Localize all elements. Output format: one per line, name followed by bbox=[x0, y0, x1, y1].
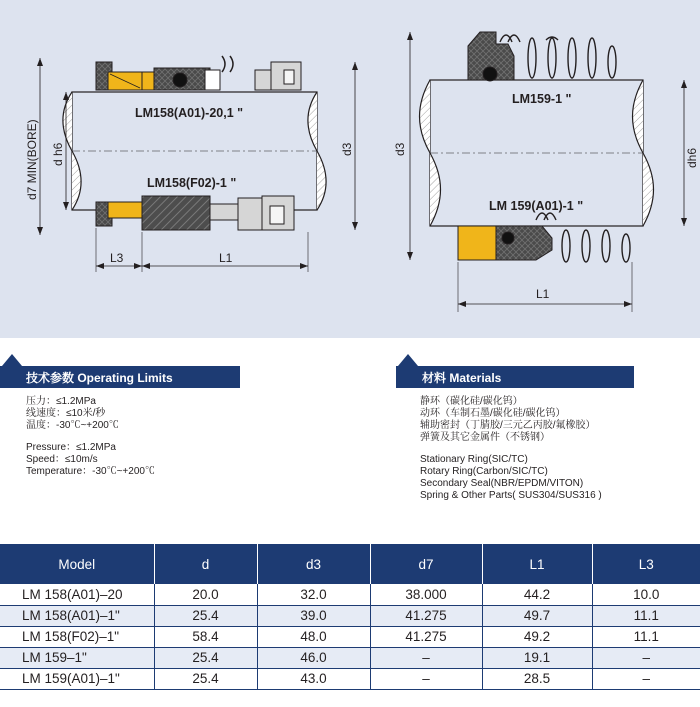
cell-l1: 49.7 bbox=[482, 605, 592, 626]
mat-en-spring: Spring & Other Parts( SUS304/SUS316 ) bbox=[420, 490, 602, 501]
cell-l3: – bbox=[592, 668, 700, 689]
col-header-d3: d3 bbox=[257, 544, 370, 584]
label-lm158-a01: LM158(A01)-20,1 " bbox=[135, 106, 244, 120]
cell-d3: 39.0 bbox=[257, 605, 370, 626]
cell-d3: 43.0 bbox=[257, 668, 370, 689]
lm158-drawing bbox=[37, 56, 358, 272]
dim-d7-left: d7 MIN(BORE) bbox=[25, 119, 39, 200]
materials-header bbox=[396, 366, 626, 388]
table-header-row bbox=[0, 544, 700, 584]
dim-l3-left: L3 bbox=[110, 251, 124, 265]
col-header-d7: d7 bbox=[370, 544, 482, 584]
cell-d7: 41.275 bbox=[370, 605, 482, 626]
materials-list bbox=[420, 396, 602, 502]
cell-d: 25.4 bbox=[154, 605, 257, 626]
op-en-temperature: Temperature：-30℃~+200℃ bbox=[26, 466, 155, 477]
cell-d: 25.4 bbox=[154, 647, 257, 668]
cell-d3: 32.0 bbox=[257, 584, 370, 605]
table-row bbox=[0, 668, 700, 689]
cell-d: 58.4 bbox=[154, 626, 257, 647]
table-row bbox=[0, 584, 700, 605]
dim-d3-right: d3 bbox=[393, 142, 407, 156]
table-row bbox=[0, 647, 700, 668]
mat-cn-stationary: 静环（碳化硅/碳化钨） bbox=[420, 396, 523, 407]
lm159-drawing bbox=[407, 32, 687, 312]
dim-l1-right: L1 bbox=[536, 287, 550, 301]
cell-d7: – bbox=[370, 647, 482, 668]
cell-model: LM 158(A01)–1" bbox=[0, 605, 154, 626]
cell-d: 20.0 bbox=[154, 584, 257, 605]
dim-l1-left: L1 bbox=[219, 251, 233, 265]
dim-d3-left: d3 bbox=[340, 142, 354, 156]
cell-l3: 11.1 bbox=[592, 605, 700, 626]
cell-l1: 28.5 bbox=[482, 668, 592, 689]
cell-l1: 44.2 bbox=[482, 584, 592, 605]
cell-model: LM 158(F02)–1" bbox=[0, 626, 154, 647]
col-header-d: d bbox=[154, 544, 257, 584]
operating-limits-list bbox=[26, 396, 155, 478]
col-header-l1: L1 bbox=[482, 544, 592, 584]
cell-d7: 38.000 bbox=[370, 584, 482, 605]
mat-cn-spring: 弹簧及其它金属件（不锈钢） bbox=[420, 432, 550, 443]
cell-model: LM 159–1" bbox=[0, 647, 154, 668]
mat-en-secondary: Secondary Seal(NBR/EPDM/VITON) bbox=[420, 478, 584, 489]
technical-drawing-panel bbox=[0, 0, 700, 338]
cell-model: LM 159(A01)–1" bbox=[0, 668, 154, 689]
col-header-model: Model bbox=[0, 544, 154, 584]
label-lm159: LM159-1 " bbox=[512, 92, 572, 106]
table-row bbox=[0, 605, 700, 626]
op-cn-pressure: 压力：≤1.2MPa bbox=[26, 396, 96, 407]
dim-dh6-left: d h6 bbox=[51, 142, 65, 166]
seal-drawings bbox=[0, 0, 700, 338]
spec-table bbox=[0, 544, 700, 690]
label-lm159-a01: LM 159(A01)-1 " bbox=[489, 199, 584, 213]
op-cn-speed: 线速度：≤10米/秒 bbox=[26, 408, 106, 419]
cell-l3: 11.1 bbox=[592, 626, 700, 647]
col-header-l3: L3 bbox=[592, 544, 700, 584]
mat-en-stationary: Stationary Ring(SIC/TC) bbox=[420, 454, 528, 465]
cell-d7: 41.275 bbox=[370, 626, 482, 647]
table-row bbox=[0, 626, 700, 647]
mat-en-rotary: Rotary Ring(Carbon/SIC/TC) bbox=[420, 466, 548, 477]
cell-l1: 49.2 bbox=[482, 626, 592, 647]
op-en-pressure: Pressure：≤1.2MPa bbox=[26, 442, 116, 453]
cell-d3: 48.0 bbox=[257, 626, 370, 647]
cell-d3: 46.0 bbox=[257, 647, 370, 668]
cell-d: 25.4 bbox=[154, 668, 257, 689]
op-en-speed: Speed：≤10m/s bbox=[26, 454, 98, 465]
operating-limits-header bbox=[0, 366, 232, 388]
materials-title: 材料 Materials bbox=[422, 370, 502, 385]
mat-cn-rotary: 动环（车制石墨/碳化硅/碳化钨） bbox=[420, 408, 566, 419]
op-cn-temperature: 温度：-30℃~+200℃ bbox=[26, 420, 119, 431]
mat-cn-secondary: 辅助密封（丁腈胶/三元乙丙胶/氟橡胶） bbox=[420, 420, 596, 431]
label-lm158-f02: LM158(F02)-1 " bbox=[147, 176, 237, 190]
cell-l1: 19.1 bbox=[482, 647, 592, 668]
cell-l3: 10.0 bbox=[592, 584, 700, 605]
cell-model: LM 158(A01)–20 bbox=[0, 584, 154, 605]
dim-dh6-right: dh6 bbox=[685, 147, 699, 168]
cell-d7: – bbox=[370, 668, 482, 689]
cell-l3: – bbox=[592, 647, 700, 668]
operating-limits-title: 技术参数 Operating Limits bbox=[26, 370, 173, 385]
